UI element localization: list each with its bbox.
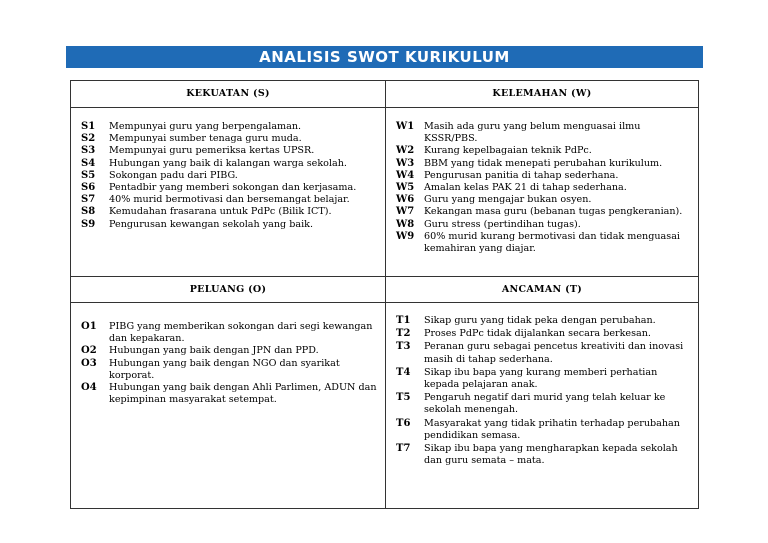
item-code: S9 [81, 218, 96, 230]
item-code: T5 [396, 392, 411, 404]
list-item [81, 345, 377, 357]
list-item [81, 145, 377, 157]
item-text: Sikap guru yang tidak peka dengan perubahan. [424, 315, 656, 326]
item-text: Sikap ibu bapa yang mengharapkan kepada sekolah dan guru semata – mata. [424, 443, 678, 467]
item-text: Sokongan padu dari PIBG. [109, 169, 238, 181]
item-code: O1 [81, 321, 97, 332]
weaknesses-heading: KELEMAHAN (W) [492, 88, 592, 99]
item-text: Kemudahan frasarana untuk PdPc (Bilik ICT). [109, 206, 332, 218]
list-item [396, 170, 690, 182]
list-item [81, 219, 377, 231]
threats-list [396, 315, 690, 468]
item-code: S2 [81, 133, 96, 145]
item-text: Pengurusan panitia di tahap sederhana. [424, 169, 619, 181]
item-text: Masih ada guru yang belum menguasai ilmu KSSR/PBS. [424, 121, 641, 145]
item-text: 40% murid bermotivasi dan bersemangat belajar. [109, 194, 350, 206]
item-code: W2 [396, 145, 415, 157]
item-code: T2 [396, 328, 411, 340]
item-text: Pengaruh negatif dari murid yang telah keluar ke sekolah menengah. [424, 392, 666, 416]
item-code: W9 [396, 230, 415, 242]
list-item [396, 367, 690, 391]
list-item [396, 418, 690, 442]
item-text: PIBG yang memberikan sokongan dari segi kewangan dan kepakaran. [109, 321, 373, 345]
item-code: O2 [81, 345, 97, 357]
strengths-cell [71, 81, 385, 276]
list-item [81, 158, 377, 170]
list-item [396, 443, 690, 467]
list-item [81, 358, 377, 382]
item-code: S7 [81, 194, 96, 206]
list-item [396, 121, 690, 145]
item-text: Hubungan yang baik dengan Ahli Parlimen, ADUN dan kepimpinan masyarakat setempat. [109, 382, 377, 406]
item-code: T4 [396, 366, 411, 378]
item-code: W7 [396, 206, 415, 218]
list-item [81, 133, 377, 145]
list-item [396, 341, 690, 365]
item-text: Mempunyai sumber tenaga guru muda. [109, 133, 302, 145]
opportunities-heading: PELUANG (O) [189, 284, 267, 295]
list-item [396, 182, 690, 194]
item-text: Hubungan yang baik di kalangan warga sekolah. [109, 157, 347, 169]
list-item [81, 382, 377, 406]
list-item [81, 170, 377, 182]
page-title: ANALISIS SWOT KURIKULUM [66, 46, 703, 68]
item-code: O4 [81, 382, 97, 394]
item-text: 60% murid kurang bermotivasi dan tidak menguasai kemahiran yang diajar. [424, 230, 680, 255]
strengths-heading: KEKUATAN (S) [186, 88, 270, 99]
item-text: Hubungan yang baik dengan NGO dan syarikat korporat. [109, 357, 340, 381]
item-text: Amalan kelas PAK 21 di tahap sederhana. [424, 182, 627, 194]
weaknesses-list [396, 121, 690, 255]
item-text: Proses PdPc tidak dijalankan secara berkesan. [424, 328, 651, 340]
item-text: Pengurusan kewangan sekolah yang baik. [109, 218, 314, 230]
item-code: S3 [81, 145, 96, 157]
item-code: W1 [396, 121, 415, 132]
item-code: W4 [396, 169, 415, 181]
list-item [396, 315, 690, 327]
weaknesses-cell [386, 81, 698, 276]
list-item [396, 158, 690, 170]
item-code: T6 [396, 417, 411, 429]
opportunities-cell [71, 277, 385, 508]
strengths-list [81, 121, 377, 231]
item-code: W8 [396, 218, 415, 230]
item-text: Pentadbir yang memberi sokongan dan kerjasama. [109, 182, 357, 194]
list-item [81, 321, 377, 345]
item-code: T7 [396, 443, 411, 455]
item-text: Hubungan yang baik dengan JPN dan PPD. [109, 345, 319, 357]
item-text: Masyarakat yang tidak prihatin terhadap perubahan pendidikan semasa. [424, 417, 680, 441]
item-code: W5 [396, 182, 415, 194]
item-code: O3 [81, 357, 97, 369]
item-code: S8 [81, 206, 96, 218]
item-text: Guru stress (pertindihan tugas). [424, 218, 581, 230]
threats-cell [386, 277, 698, 508]
item-text: Guru yang mengajar bukan osyen. [424, 194, 592, 206]
item-text: Kurang kepelbagaian teknik PdPc. [424, 145, 592, 157]
item-code: W3 [396, 157, 415, 169]
item-code: S6 [81, 182, 96, 194]
list-item [396, 392, 690, 416]
item-text: Mempunyai guru pemeriksa kertas UPSR. [109, 145, 315, 157]
list-item [81, 182, 377, 194]
list-item [396, 328, 690, 340]
list-item [81, 194, 377, 206]
item-text: Sikap ibu bapa yang kurang memberi perhatian kepada pelajaran anak. [424, 366, 658, 391]
list-item [396, 145, 690, 157]
list-item [396, 231, 690, 255]
item-text: Peranan guru sebagai pencetus kreativiti dan inovasi masih di tahap sederhana. [424, 341, 684, 365]
item-text: Kekangan masa guru (bebanan tugas pengkeranian). [424, 206, 683, 218]
item-code: S4 [81, 157, 96, 169]
item-code: W6 [396, 194, 415, 206]
swot-table [70, 80, 699, 509]
list-item [81, 121, 377, 133]
list-item [396, 194, 690, 206]
threats-heading: ANCAMAN (T) [501, 284, 583, 295]
list-item [396, 206, 690, 218]
item-text: BBM yang tidak menepati perubahan kurikulum. [424, 157, 663, 169]
item-code: S5 [81, 169, 96, 181]
item-code: S1 [81, 121, 96, 132]
item-text: Mempunyai guru yang berpengalaman. [109, 121, 302, 132]
list-item [396, 219, 690, 231]
item-code: T1 [396, 315, 411, 326]
item-code: T3 [396, 341, 411, 353]
list-item [81, 206, 377, 218]
opportunities-list [81, 321, 377, 406]
